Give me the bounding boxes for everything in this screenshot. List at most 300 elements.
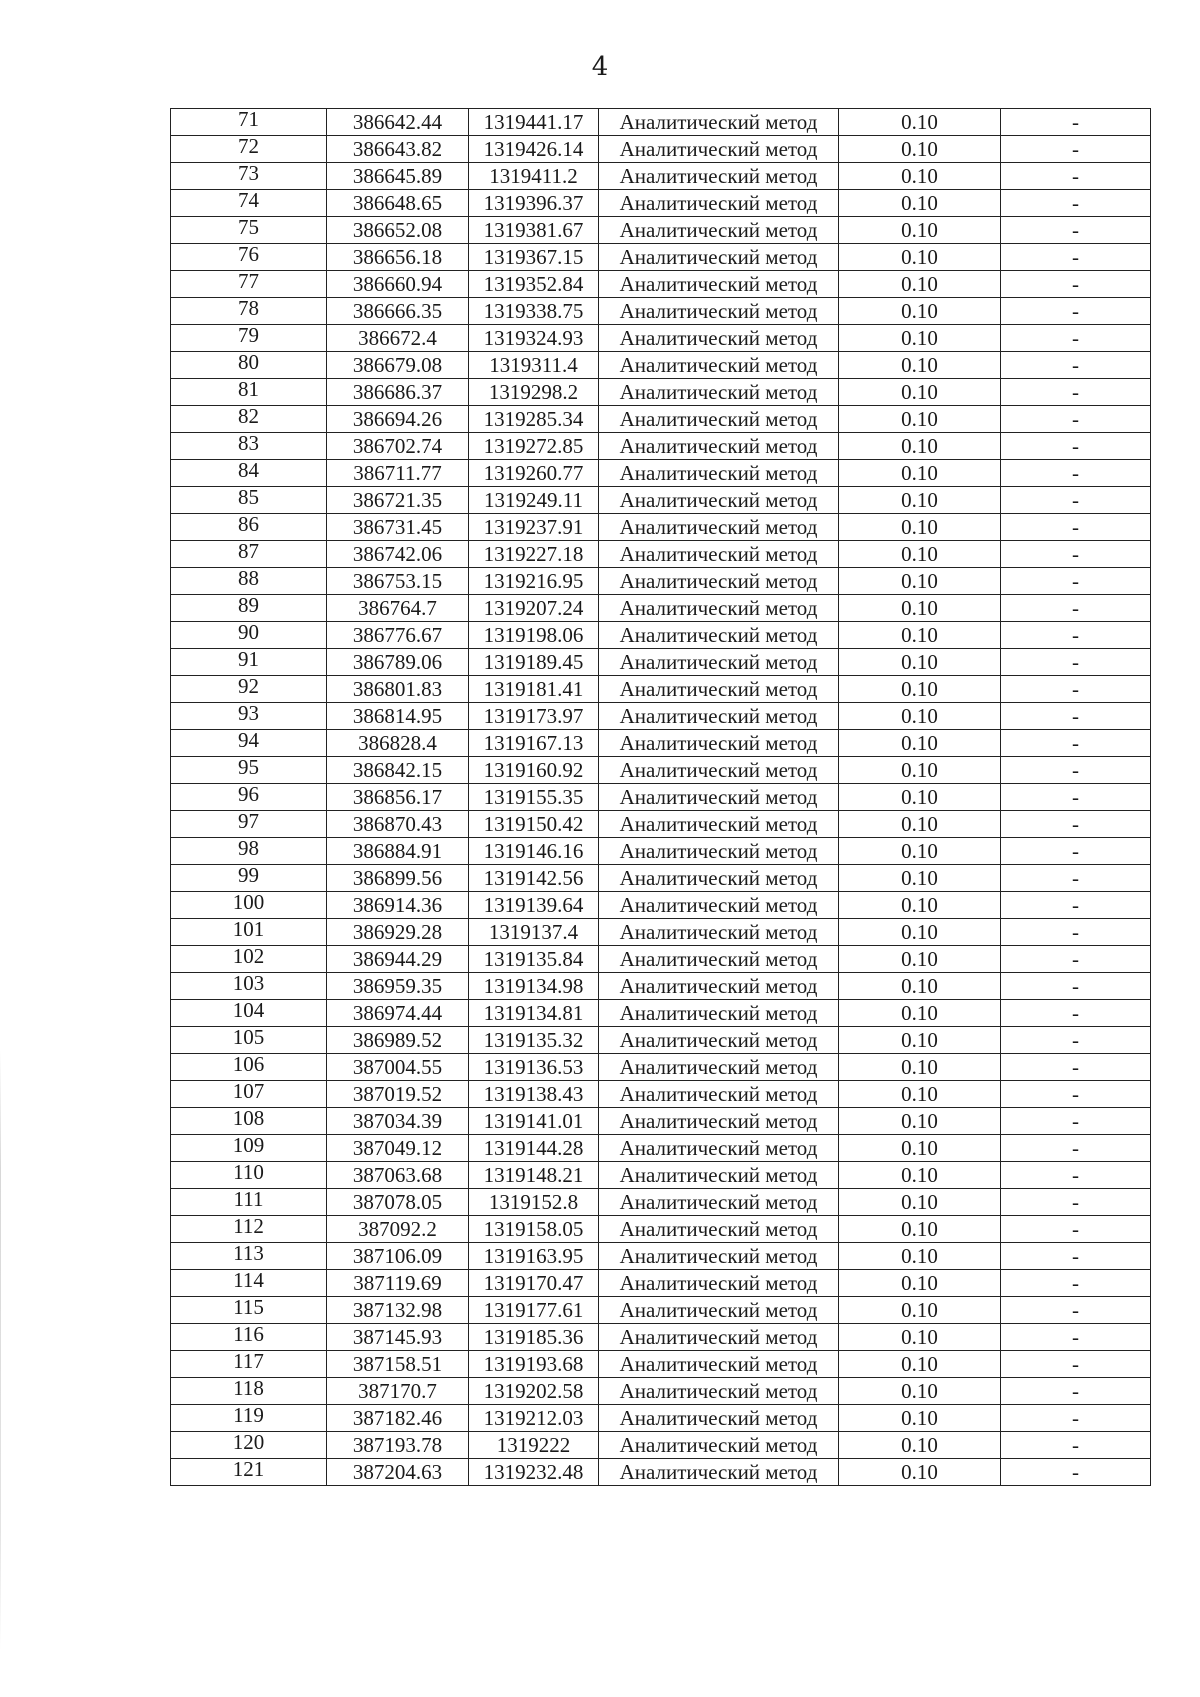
x-coordinate-cell: 386645.89	[327, 163, 469, 190]
table-row	[171, 703, 1151, 730]
y-coordinate-cell: 1319232.48	[469, 1459, 599, 1486]
point-number-cell: 98	[171, 838, 327, 865]
point-number-cell: 91	[171, 649, 327, 676]
precision-cell: 0.10	[839, 1027, 1001, 1054]
table-row	[171, 1000, 1151, 1027]
y-coordinate-cell: 1319163.95	[469, 1243, 599, 1270]
x-coordinate-cell: 386989.52	[327, 1027, 469, 1054]
description-cell: -	[1001, 1027, 1151, 1054]
method-cell: Аналитический метод	[599, 406, 839, 433]
description-cell: -	[1001, 757, 1151, 784]
x-coordinate-cell: 386856.17	[327, 784, 469, 811]
y-coordinate-cell: 1319141.01	[469, 1108, 599, 1135]
method-cell: Аналитический метод	[599, 1324, 839, 1351]
method-cell: Аналитический метод	[599, 1000, 839, 1027]
method-cell: Аналитический метод	[599, 298, 839, 325]
table-row	[171, 784, 1151, 811]
method-cell: Аналитический метод	[599, 541, 839, 568]
x-coordinate-cell: 386914.36	[327, 892, 469, 919]
x-coordinate-cell: 386666.35	[327, 298, 469, 325]
table-row	[171, 568, 1151, 595]
precision-cell: 0.10	[839, 1459, 1001, 1486]
point-number-cell: 107	[171, 1081, 327, 1108]
precision-cell: 0.10	[839, 1054, 1001, 1081]
method-cell: Аналитический метод	[599, 109, 839, 136]
y-coordinate-cell: 1319311.4	[469, 352, 599, 379]
table-row	[171, 1216, 1151, 1243]
method-cell: Аналитический метод	[599, 136, 839, 163]
y-coordinate-cell: 1319185.36	[469, 1324, 599, 1351]
method-cell: Аналитический метод	[599, 244, 839, 271]
method-cell: Аналитический метод	[599, 730, 839, 757]
table-row	[171, 1108, 1151, 1135]
point-number-cell: 106	[171, 1054, 327, 1081]
point-number-cell: 71	[171, 109, 327, 136]
x-coordinate-cell: 387132.98	[327, 1297, 469, 1324]
y-coordinate-cell: 1319155.35	[469, 784, 599, 811]
precision-cell: 0.10	[839, 406, 1001, 433]
precision-cell: 0.10	[839, 487, 1001, 514]
method-cell: Аналитический метод	[599, 460, 839, 487]
table-row	[171, 838, 1151, 865]
y-coordinate-cell: 1319158.05	[469, 1216, 599, 1243]
description-cell: -	[1001, 1189, 1151, 1216]
point-number-cell: 94	[171, 730, 327, 757]
method-cell: Аналитический метод	[599, 1216, 839, 1243]
table-row	[171, 1432, 1151, 1459]
precision-cell: 0.10	[839, 730, 1001, 757]
x-coordinate-cell: 387119.69	[327, 1270, 469, 1297]
table-row	[171, 325, 1151, 352]
method-cell: Аналитический метод	[599, 1162, 839, 1189]
x-coordinate-cell: 386944.29	[327, 946, 469, 973]
description-cell: -	[1001, 433, 1151, 460]
table-row	[171, 271, 1151, 298]
x-coordinate-cell: 387145.93	[327, 1324, 469, 1351]
description-cell: -	[1001, 298, 1151, 325]
y-coordinate-cell: 1319134.98	[469, 973, 599, 1000]
method-cell: Аналитический метод	[599, 433, 839, 460]
description-cell: -	[1001, 811, 1151, 838]
precision-cell: 0.10	[839, 244, 1001, 271]
method-cell: Аналитический метод	[599, 1432, 839, 1459]
method-cell: Аналитический метод	[599, 271, 839, 298]
point-number-cell: 72	[171, 136, 327, 163]
x-coordinate-cell: 386686.37	[327, 379, 469, 406]
description-cell: -	[1001, 1459, 1151, 1486]
precision-cell: 0.10	[839, 1270, 1001, 1297]
point-number-cell: 102	[171, 946, 327, 973]
precision-cell: 0.10	[839, 811, 1001, 838]
point-number-cell: 79	[171, 325, 327, 352]
point-number-cell: 110	[171, 1162, 327, 1189]
table-row	[171, 595, 1151, 622]
description-cell: -	[1001, 1108, 1151, 1135]
table-row	[171, 541, 1151, 568]
x-coordinate-cell: 386828.4	[327, 730, 469, 757]
table-row	[171, 946, 1151, 973]
x-coordinate-cell: 387034.39	[327, 1108, 469, 1135]
x-coordinate-cell: 387019.52	[327, 1081, 469, 1108]
point-number-cell: 89	[171, 595, 327, 622]
description-cell: -	[1001, 568, 1151, 595]
precision-cell: 0.10	[839, 1351, 1001, 1378]
method-cell: Аналитический метод	[599, 514, 839, 541]
method-cell: Аналитический метод	[599, 1405, 839, 1432]
precision-cell: 0.10	[839, 1000, 1001, 1027]
y-coordinate-cell: 1319150.42	[469, 811, 599, 838]
y-coordinate-cell: 1319144.28	[469, 1135, 599, 1162]
x-coordinate-cell: 386974.44	[327, 1000, 469, 1027]
description-cell: -	[1001, 595, 1151, 622]
x-coordinate-cell: 386899.56	[327, 865, 469, 892]
point-number-cell: 109	[171, 1135, 327, 1162]
y-coordinate-cell: 1319202.58	[469, 1378, 599, 1405]
point-number-cell: 90	[171, 622, 327, 649]
description-cell: -	[1001, 406, 1151, 433]
description-cell: -	[1001, 460, 1151, 487]
precision-cell: 0.10	[839, 298, 1001, 325]
point-number-cell: 85	[171, 487, 327, 514]
method-cell: Аналитический метод	[599, 217, 839, 244]
method-cell: Аналитический метод	[599, 973, 839, 1000]
point-number-cell: 111	[171, 1189, 327, 1216]
description-cell: -	[1001, 973, 1151, 1000]
point-number-cell: 78	[171, 298, 327, 325]
precision-cell: 0.10	[839, 1162, 1001, 1189]
precision-cell: 0.10	[839, 217, 1001, 244]
x-coordinate-cell: 386776.67	[327, 622, 469, 649]
point-number-cell: 81	[171, 379, 327, 406]
table-row	[171, 1297, 1151, 1324]
description-cell: -	[1001, 649, 1151, 676]
y-coordinate-cell: 1319411.2	[469, 163, 599, 190]
y-coordinate-cell: 1319222	[469, 1432, 599, 1459]
y-coordinate-cell: 1319285.34	[469, 406, 599, 433]
table-row	[171, 1243, 1151, 1270]
table-row	[171, 757, 1151, 784]
table-row	[171, 514, 1151, 541]
x-coordinate-cell: 387049.12	[327, 1135, 469, 1162]
x-coordinate-cell: 387204.63	[327, 1459, 469, 1486]
description-cell: -	[1001, 676, 1151, 703]
y-coordinate-cell: 1319170.47	[469, 1270, 599, 1297]
method-cell: Аналитический метод	[599, 892, 839, 919]
precision-cell: 0.10	[839, 784, 1001, 811]
method-cell: Аналитический метод	[599, 919, 839, 946]
x-coordinate-cell: 386789.06	[327, 649, 469, 676]
y-coordinate-cell: 1319272.85	[469, 433, 599, 460]
method-cell: Аналитический метод	[599, 1135, 839, 1162]
point-number-cell: 76	[171, 244, 327, 271]
point-number-cell: 120	[171, 1432, 327, 1459]
description-cell: -	[1001, 325, 1151, 352]
description-cell: -	[1001, 1324, 1151, 1351]
x-coordinate-cell: 386702.74	[327, 433, 469, 460]
precision-cell: 0.10	[839, 622, 1001, 649]
description-cell: -	[1001, 1081, 1151, 1108]
description-cell: -	[1001, 919, 1151, 946]
description-cell: -	[1001, 1162, 1151, 1189]
description-cell: -	[1001, 1135, 1151, 1162]
point-number-cell: 86	[171, 514, 327, 541]
point-number-cell: 95	[171, 757, 327, 784]
x-coordinate-cell: 387158.51	[327, 1351, 469, 1378]
y-coordinate-cell: 1319152.8	[469, 1189, 599, 1216]
y-coordinate-cell: 1319396.37	[469, 190, 599, 217]
table-row	[171, 460, 1151, 487]
y-coordinate-cell: 1319136.53	[469, 1054, 599, 1081]
x-coordinate-cell: 387170.7	[327, 1378, 469, 1405]
y-coordinate-cell: 1319237.91	[469, 514, 599, 541]
point-number-cell: 77	[171, 271, 327, 298]
precision-cell: 0.10	[839, 919, 1001, 946]
table-row	[171, 217, 1151, 244]
precision-cell: 0.10	[839, 136, 1001, 163]
point-number-cell: 100	[171, 892, 327, 919]
x-coordinate-cell: 387193.78	[327, 1432, 469, 1459]
method-cell: Аналитический метод	[599, 595, 839, 622]
precision-cell: 0.10	[839, 163, 1001, 190]
precision-cell: 0.10	[839, 838, 1001, 865]
precision-cell: 0.10	[839, 1135, 1001, 1162]
y-coordinate-cell: 1319177.61	[469, 1297, 599, 1324]
description-cell: -	[1001, 730, 1151, 757]
precision-cell: 0.10	[839, 892, 1001, 919]
point-number-cell: 75	[171, 217, 327, 244]
method-cell: Аналитический метод	[599, 1243, 839, 1270]
point-number-cell: 92	[171, 676, 327, 703]
table-row	[171, 649, 1151, 676]
table-row	[171, 973, 1151, 1000]
point-number-cell: 119	[171, 1405, 327, 1432]
scan-edge-shadow	[0, 1050, 1, 1650]
description-cell: -	[1001, 1297, 1151, 1324]
precision-cell: 0.10	[839, 541, 1001, 568]
table-row	[171, 1459, 1151, 1486]
x-coordinate-cell: 386672.4	[327, 325, 469, 352]
table-row	[171, 865, 1151, 892]
table-row	[171, 109, 1151, 136]
point-number-cell: 93	[171, 703, 327, 730]
method-cell: Аналитический метод	[599, 757, 839, 784]
description-cell: -	[1001, 136, 1151, 163]
description-cell: -	[1001, 217, 1151, 244]
y-coordinate-cell: 1319367.15	[469, 244, 599, 271]
point-number-cell: 74	[171, 190, 327, 217]
y-coordinate-cell: 1319381.67	[469, 217, 599, 244]
precision-cell: 0.10	[839, 1216, 1001, 1243]
table-row	[171, 622, 1151, 649]
x-coordinate-cell: 386731.45	[327, 514, 469, 541]
description-cell: -	[1001, 1000, 1151, 1027]
table-row	[171, 730, 1151, 757]
method-cell: Аналитический метод	[599, 379, 839, 406]
y-coordinate-cell: 1319189.45	[469, 649, 599, 676]
y-coordinate-cell: 1319227.18	[469, 541, 599, 568]
method-cell: Аналитический метод	[599, 946, 839, 973]
description-cell: -	[1001, 865, 1151, 892]
method-cell: Аналитический метод	[599, 1459, 839, 1486]
y-coordinate-cell: 1319298.2	[469, 379, 599, 406]
description-cell: -	[1001, 1378, 1151, 1405]
method-cell: Аналитический метод	[599, 325, 839, 352]
table-row	[171, 1054, 1151, 1081]
method-cell: Аналитический метод	[599, 622, 839, 649]
precision-cell: 0.10	[839, 271, 1001, 298]
x-coordinate-cell: 386643.82	[327, 136, 469, 163]
y-coordinate-cell: 1319142.56	[469, 865, 599, 892]
precision-cell: 0.10	[839, 1405, 1001, 1432]
precision-cell: 0.10	[839, 757, 1001, 784]
y-coordinate-cell: 1319198.06	[469, 622, 599, 649]
method-cell: Аналитический метод	[599, 352, 839, 379]
method-cell: Аналитический метод	[599, 784, 839, 811]
method-cell: Аналитический метод	[599, 568, 839, 595]
precision-cell: 0.10	[839, 1432, 1001, 1459]
y-coordinate-cell: 1319139.64	[469, 892, 599, 919]
method-cell: Аналитический метод	[599, 1189, 839, 1216]
precision-cell: 0.10	[839, 190, 1001, 217]
x-coordinate-cell: 386679.08	[327, 352, 469, 379]
y-coordinate-cell: 1319135.32	[469, 1027, 599, 1054]
method-cell: Аналитический метод	[599, 865, 839, 892]
y-coordinate-cell: 1319134.81	[469, 1000, 599, 1027]
point-number-cell: 87	[171, 541, 327, 568]
method-cell: Аналитический метод	[599, 1027, 839, 1054]
method-cell: Аналитический метод	[599, 676, 839, 703]
description-cell: -	[1001, 1243, 1151, 1270]
y-coordinate-cell: 1319193.68	[469, 1351, 599, 1378]
precision-cell: 0.10	[839, 1297, 1001, 1324]
y-coordinate-cell: 1319324.93	[469, 325, 599, 352]
table-row	[171, 1405, 1151, 1432]
method-cell: Аналитический метод	[599, 703, 839, 730]
x-coordinate-cell: 386764.7	[327, 595, 469, 622]
x-coordinate-cell: 386711.77	[327, 460, 469, 487]
method-cell: Аналитический метод	[599, 811, 839, 838]
point-number-cell: 117	[171, 1351, 327, 1378]
x-coordinate-cell: 387063.68	[327, 1162, 469, 1189]
table-row	[171, 1378, 1151, 1405]
table-row	[171, 406, 1151, 433]
description-cell: -	[1001, 379, 1151, 406]
x-coordinate-cell: 387182.46	[327, 1405, 469, 1432]
point-number-cell: 116	[171, 1324, 327, 1351]
y-coordinate-cell: 1319181.41	[469, 676, 599, 703]
table-row	[171, 919, 1151, 946]
point-number-cell: 80	[171, 352, 327, 379]
description-cell: -	[1001, 1270, 1151, 1297]
x-coordinate-cell: 387078.05	[327, 1189, 469, 1216]
precision-cell: 0.10	[839, 1324, 1001, 1351]
precision-cell: 0.10	[839, 946, 1001, 973]
point-number-cell: 82	[171, 406, 327, 433]
table-row	[171, 487, 1151, 514]
point-number-cell: 83	[171, 433, 327, 460]
precision-cell: 0.10	[839, 1378, 1001, 1405]
x-coordinate-cell: 386842.15	[327, 757, 469, 784]
method-cell: Аналитический метод	[599, 1351, 839, 1378]
method-cell: Аналитический метод	[599, 1378, 839, 1405]
method-cell: Аналитический метод	[599, 1297, 839, 1324]
description-cell: -	[1001, 487, 1151, 514]
x-coordinate-cell: 386694.26	[327, 406, 469, 433]
method-cell: Аналитический метод	[599, 1270, 839, 1297]
precision-cell: 0.10	[839, 568, 1001, 595]
precision-cell: 0.10	[839, 676, 1001, 703]
x-coordinate-cell: 386814.95	[327, 703, 469, 730]
description-cell: -	[1001, 1216, 1151, 1243]
x-coordinate-cell: 386870.43	[327, 811, 469, 838]
table-row	[171, 1135, 1151, 1162]
y-coordinate-cell: 1319338.75	[469, 298, 599, 325]
table-row	[171, 163, 1151, 190]
point-number-cell: 96	[171, 784, 327, 811]
y-coordinate-cell: 1319260.77	[469, 460, 599, 487]
point-number-cell: 113	[171, 1243, 327, 1270]
y-coordinate-cell: 1319352.84	[469, 271, 599, 298]
y-coordinate-cell: 1319426.14	[469, 136, 599, 163]
point-number-cell: 84	[171, 460, 327, 487]
point-number-cell: 88	[171, 568, 327, 595]
method-cell: Аналитический метод	[599, 487, 839, 514]
description-cell: -	[1001, 1432, 1151, 1459]
point-number-cell: 104	[171, 1000, 327, 1027]
x-coordinate-cell: 387004.55	[327, 1054, 469, 1081]
x-coordinate-cell: 386660.94	[327, 271, 469, 298]
point-number-cell: 121	[171, 1459, 327, 1486]
description-cell: -	[1001, 892, 1151, 919]
table-row	[171, 676, 1151, 703]
point-number-cell: 105	[171, 1027, 327, 1054]
y-coordinate-cell: 1319138.43	[469, 1081, 599, 1108]
table-row	[171, 1189, 1151, 1216]
precision-cell: 0.10	[839, 1243, 1001, 1270]
y-coordinate-cell: 1319216.95	[469, 568, 599, 595]
coordinates-table	[170, 108, 1151, 1486]
x-coordinate-cell: 387092.2	[327, 1216, 469, 1243]
x-coordinate-cell: 386648.65	[327, 190, 469, 217]
x-coordinate-cell: 386753.15	[327, 568, 469, 595]
method-cell: Аналитический метод	[599, 1054, 839, 1081]
description-cell: -	[1001, 514, 1151, 541]
method-cell: Аналитический метод	[599, 838, 839, 865]
table-row	[171, 1270, 1151, 1297]
description-cell: -	[1001, 946, 1151, 973]
y-coordinate-cell: 1319160.92	[469, 757, 599, 784]
description-cell: -	[1001, 838, 1151, 865]
y-coordinate-cell: 1319137.4	[469, 919, 599, 946]
y-coordinate-cell: 1319173.97	[469, 703, 599, 730]
y-coordinate-cell: 1319135.84	[469, 946, 599, 973]
method-cell: Аналитический метод	[599, 649, 839, 676]
point-number-cell: 115	[171, 1297, 327, 1324]
table-row	[171, 244, 1151, 271]
method-cell: Аналитический метод	[599, 1081, 839, 1108]
coordinates-table-body	[171, 109, 1151, 1486]
precision-cell: 0.10	[839, 352, 1001, 379]
x-coordinate-cell: 386721.35	[327, 487, 469, 514]
precision-cell: 0.10	[839, 514, 1001, 541]
description-cell: -	[1001, 541, 1151, 568]
table-row	[171, 379, 1151, 406]
description-cell: -	[1001, 622, 1151, 649]
y-coordinate-cell: 1319441.17	[469, 109, 599, 136]
precision-cell: 0.10	[839, 973, 1001, 1000]
y-coordinate-cell: 1319212.03	[469, 1405, 599, 1432]
point-number-cell: 99	[171, 865, 327, 892]
